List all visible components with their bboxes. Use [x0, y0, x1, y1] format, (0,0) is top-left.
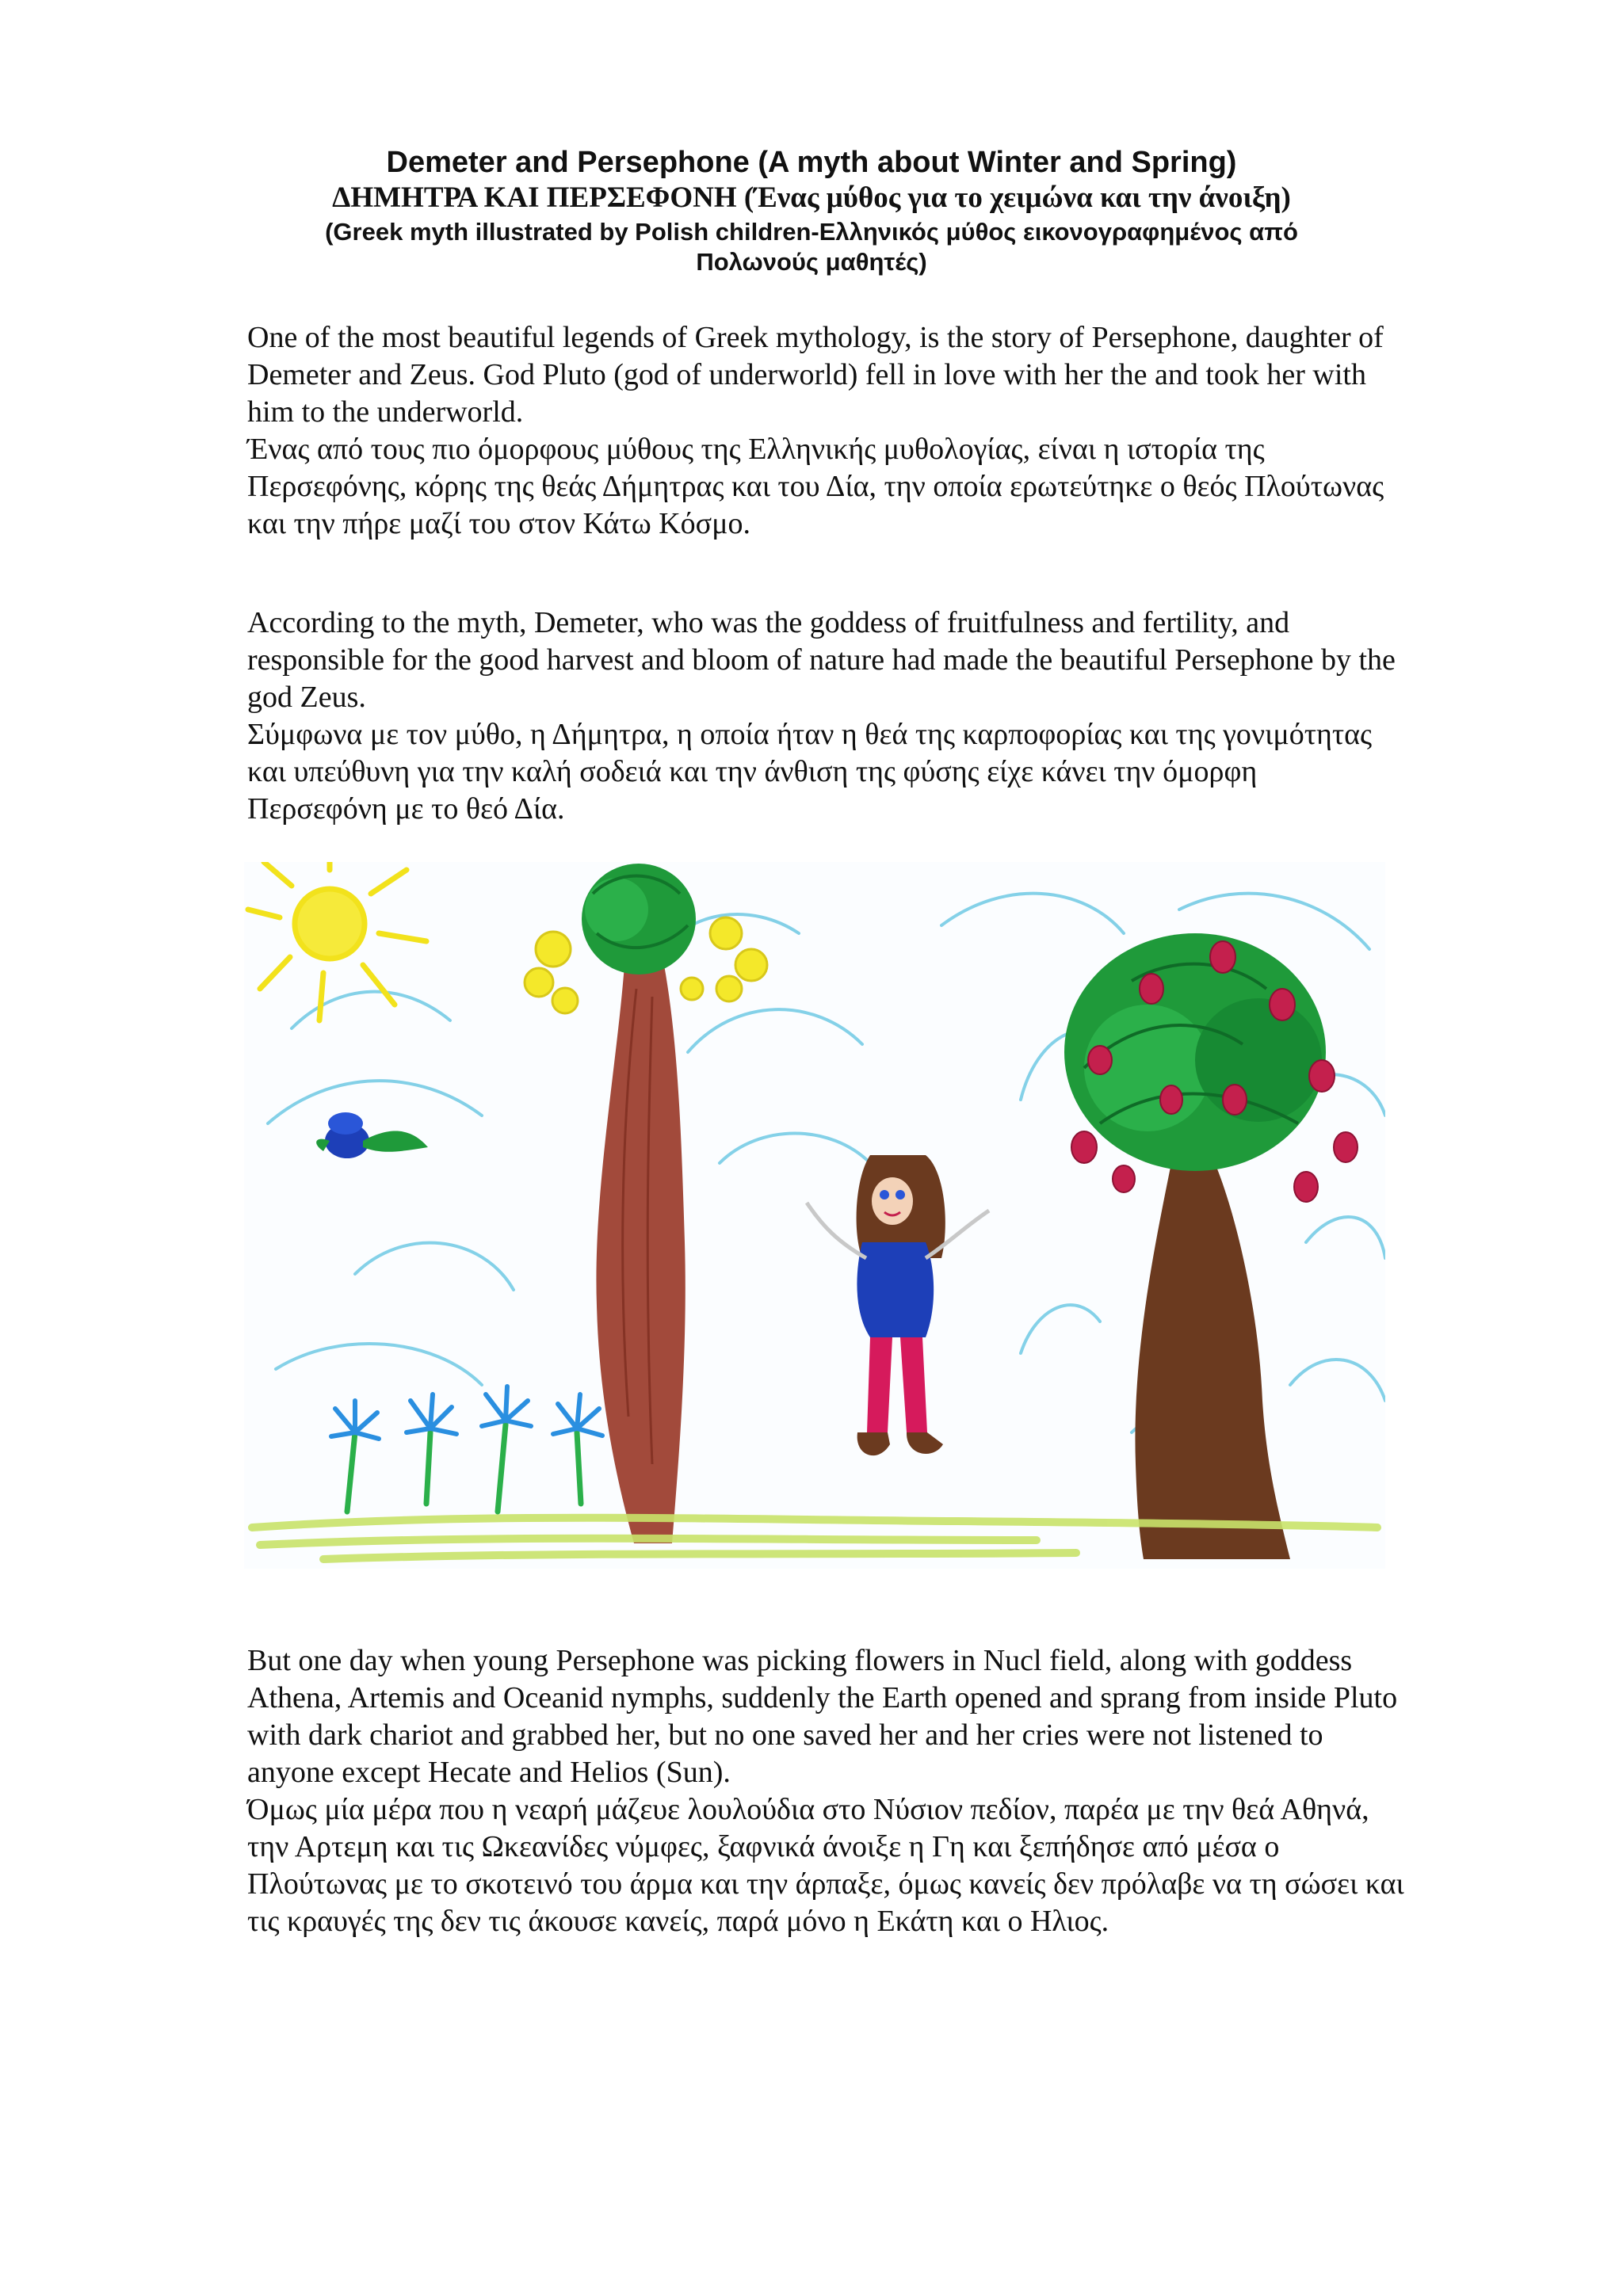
title-greek: ΔΗΜΗΤΡΑ ΚΑΙ ΠΕΡΣΕΦΟΝΗ (Ένας μύθος για το χειμώνα και την άνοιξη) [332, 181, 1291, 214]
tall-tree-crown [582, 864, 696, 974]
subtitle [238, 217, 1385, 277]
document-header [238, 144, 1385, 277]
paragraph-2 [247, 605, 1404, 828]
subtitle-line-1: (Greek myth illustrated by Polish children-Ελληνικός μύθος εικονογραφημένος από [325, 218, 1298, 246]
paragraph-1-english: One of the most beautiful legends of Greek mythology, is the story of Persephone, daughter of Demeter and Zeus. God Pluto (god of underworld) fell in love with her the and took her with him to the underworld. [247, 321, 1384, 429]
paragraph-1 [247, 319, 1404, 543]
title-english: Demeter and Persephone (A myth about Winter and Spring) [386, 146, 1237, 179]
children-drawing-illustration [244, 862, 1385, 1569]
paragraph-1-greek: Ένας από τους πιο όμορφους μύθους της Ελληνικής μυθολογίας, είναι η ιστορία της Περσεφόνης, κόρης της θεάς Δήμητρας και του Δία, την οποία ερωτεύτηκε ο θεός Πλούτωνας και την πήρε μαζί του στον Κάτω Κόσμο. [247, 433, 1384, 540]
paragraph-3-english: But one day when young Persephone was picking flowers in Nucl field, along with goddess Athena, Artemis and Oceanid nymphs, suddenly the Earth opened and sprang from inside Pluto with dark chariot and grabbed her, but no one saved her and her cries were not listened to anyone except Hecate and Helios (Sun). [247, 1644, 1398, 1789]
paragraph-3 [247, 1642, 1404, 1940]
paragraph-2-english: According to the myth, Demeter, who was the goddess of fruitfulness and fertility, and responsible for the good harvest and bloom of nature had made the beautiful Persephone by the god Zeus. [247, 606, 1396, 714]
paragraph-3-greek: Όμως μία μέρα που η νεαρή μάζευε λουλούδια στο Νύσιον πεδίον, παρέα με την θεά Αθηνά, την Αρτεμη και τις Ωκεανίδες νύμφες, ξαφνικά άνοιξε η Γη και ξεπήδησε από μέσα ο Πλούτωνας με το σκοτεινό του άρμα και την άρπαξε, όμως κανείς δεν πρόλαβε να τη σώσει και τις κραυγές της δεν τις άκουσε κανείς, παρά μόνο η Εκάτη και ο Ηλιος. [247, 1793, 1404, 1938]
subtitle-line-2: Πολωνούς μαθητές) [696, 248, 927, 276]
paragraph-2-greek: Σύμφωνα με τον μύθο, η Δήμητρα, η οποία ήταν η θεά της καρποφορίας και της γονιμότητας και υπεύθυνη για την καλή σοδειά και την άνθιση της φύσης είχε κάνει την όμορφη Περσεφόνη με το θεό Δία. [247, 718, 1373, 826]
